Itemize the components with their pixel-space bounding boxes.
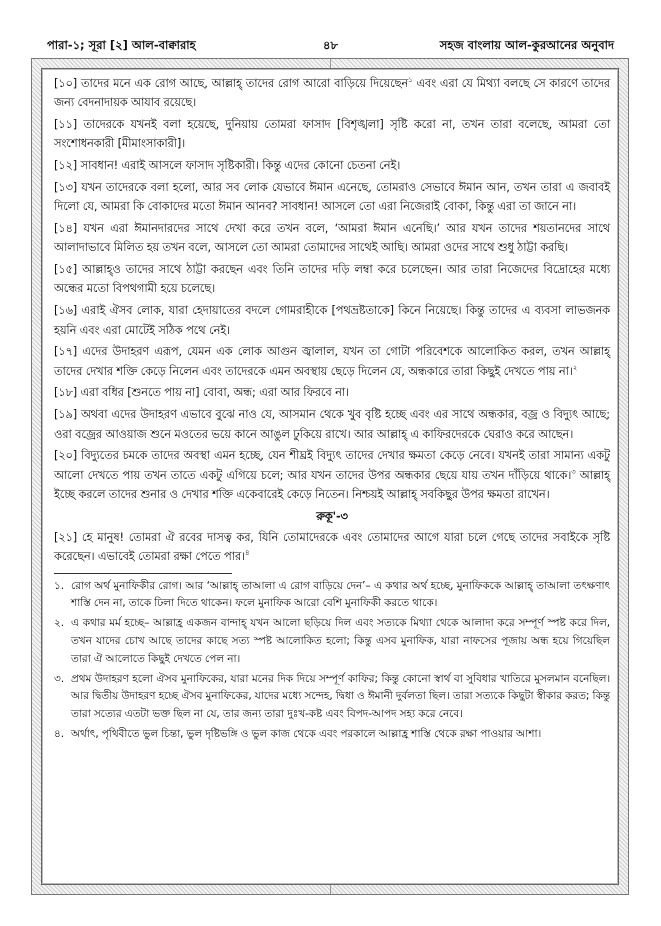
verse-list — [54, 74, 610, 504]
verse-text: [১১] তাদেরকে যখনই বলা হয়েছে, দুনিয়ায় তোমরা ফাসাদ [বিশৃঙ্খলা] সৃষ্টি করো না, তখন তারা বলেছে, আমরা তো সংশোধনকারী [মীমাংসাকারী]। — [54, 117, 610, 151]
content-panel — [41, 68, 619, 885]
verse-text-continued: আল্লাহ্ ইচ্ছে করলে তাদের শুনার ও দেখার শক্তি একেবারেই কেড়ে নিতেন। নিশ্চয়ই আল্লাহ্ সবকিছুর উপর ক্ষমতা রাখেন। — [54, 467, 611, 501]
page-border-frame — [31, 58, 629, 895]
verse — [54, 342, 610, 381]
verse-text-continued: এবং এরা যে মিথ্যা বলছে সে কারণে তাদের জন্য বেদনাদায়ক আযাব রয়েছে। — [54, 76, 610, 110]
verse-text: [১৯] অথবা এদের উদাহরণ এভাবে বুঝে নাও যে, আসমান থেকে খুব বৃষ্টি হচ্ছে এবং এর সাথে অন্ধকার, বজ্র ও বিদ্যুৎ আছে; ওরা বজ্রের আওয়াজ শুনে মওতের ভয়ে কানে আঙুল ঢুকিয়ে রাখে। আর আল্লাহ্ এ কাফিরদেরকে ঘেরাও করে আছেন। — [54, 407, 610, 441]
footnote-text: প্রথম উদাহরণ হলো ঐসব মুনাফিকের, যারা মনের দিক দিয়ে সম্পূর্ণ কাফির; কিন্তু কোনো স্বার্থ বা সুবিধার খাতিরে মুসলমান বনেছিল। আর দ্বিতীয় উদাহরণ হচ্ছে ঐসব মুনাফিকের, যাদের মধ্যে সন্দেহ, দ্বিধা ও ঈমানী দুর্বলতা ছিল। তারা সত্যকে কিছুটা স্বীকার করত; কিন্তু তারা সত্যের এতটা ভক্ত ছিল না যে, তার জন্য তারা দুঃখ-কষ্ট এবং বিপদ-আপদ সহ্য করে নেবে। — [71, 672, 610, 720]
verse-text: [১৮] এরা বধির [শুনতে পায় না] বোবা, অন্ধ; এরা আর ফিরবে না। — [54, 385, 349, 400]
verse-text: [১২] সাবধান! এরাই আসলে ফাসাদ সৃষ্টিকারী। কিন্তু এদের কোনো চেতনা নেই। — [54, 158, 401, 173]
footnote-marker[interactable]: ৩ — [571, 467, 576, 476]
verse — [54, 301, 610, 340]
header-surah-info: পারা-১; সূরা [২] আল-বাক্বারাহ — [47, 38, 196, 52]
verse — [54, 156, 610, 175]
border-ornament-top — [330, 59, 331, 68]
verse — [54, 383, 610, 402]
header-book-title: সহজ বাংলায় আল-কুরআনের অনুবাদ — [439, 38, 614, 52]
translation-body — [54, 74, 610, 746]
border-ornament-bottom — [330, 885, 331, 894]
verse — [54, 260, 610, 299]
verse-text: [১৫] আল্লাহ্ও তাদের সাথে ঠাট্টা করছেন এবং তিনি তাদের দড়ি লম্বা করে চলেছেন। আর তারা নিজেদের বিদ্রোহের মধ্যে অন্ধের মতো বিপথগামী হয়ে চলেছে। — [54, 262, 610, 296]
verse — [54, 528, 610, 567]
verse — [54, 178, 610, 217]
footnote — [54, 615, 610, 668]
footnote-divider — [54, 573, 232, 574]
footnote-marker[interactable]: ১ — [408, 76, 413, 85]
verse — [54, 74, 610, 113]
verse — [54, 115, 610, 154]
verse-text: [১৪] যখন এরা ঈমানদারদের সাথে দেখা করে তখন বলে, ‘আমরা ঈমান এনেছি।’ আর যখন তাদের শয়তানদের সাথে আলাদাভাবে মিলিত হয় তখন বলে, আসলে তো আমরা তোমাদের সাথেই আছি। আমরা ওদের সাথে শুধু ঠাট্টা করছি। — [54, 221, 610, 255]
footnote-number: ২. — [54, 617, 64, 630]
footnote-number: ৩. — [54, 672, 64, 685]
verse — [54, 446, 610, 504]
verse-text: [১৭] এদের উদাহরণ এরূপ, যেমন এক লোক আগুন জ্বালাল, যখন তা গোটা পরিবেশকে আলোকিত করল, তখন আল্লাহ্ তাদের দেখার শক্তি কেড়ে নিলেন এবং তাদেরকে এমন অবস্থায় ছেড়ে দিলেন যে, অন্ধকারে তারা কিছুই দেখতে পায় না। — [54, 344, 610, 378]
footnote-text: অর্থাৎ, পৃথিবীতে ভুল চিন্তা, ভুল দৃষ্টিভঙ্গি ও ভুল কাজ থেকে এবং পরকালে আল্লাহ্র শাস্তি থেকে রক্ষা পাওয়ার আশা। — [71, 727, 542, 740]
footnote-marker[interactable]: ৪ — [244, 549, 250, 558]
verse — [54, 405, 610, 444]
page-number: ৪৮ — [323, 38, 338, 52]
verse-text: [১৬] এরাই ঐসব লোক, যারা হেদায়াতের বদলে গোমরাহীকে [পথভ্রষ্টতাকে] কিনে নিয়েছে। কিন্তু তাদের এ ব্যবসা লাভজনক হয়নি এবং এরা মোটেই সঠিক পথে নেই। — [54, 303, 610, 337]
verse-text: [২১] হে মানুষ! তোমরা ঐ রবের দাসত্ব কর, যিনি তোমাদেরকে এবং তোমাদের আগে যারা চলে গেছে তাদের সবাইকে সৃষ্টি করেছেন। এভাবেই তোমরা রক্ষা পেতে পার। — [54, 530, 610, 564]
footnote-marker[interactable]: ২ — [572, 363, 578, 372]
verse — [54, 219, 610, 258]
footnote-text: রোগ অর্থ মুনাফিকীর রোগ। আর ‘আল্লাহ্ তাআলা এ রোগ বাড়িয়ে দেন’– এ কথার অর্থ হচ্ছে, মুনাফিককে আল্লাহ্ তাআলা তৎক্ষণাৎ শাস্তি দেন না, তাকে ঢিলা দিতে থাকেন। ফলে মুনাফিক আরো বেশি মুনাফিকী করতে থাকে। — [71, 579, 610, 610]
ruku-heading: রুকূ'-৩ — [316, 508, 348, 523]
footnote — [54, 671, 610, 724]
running-header — [47, 37, 614, 55]
verse-list-after-ruku — [54, 528, 610, 567]
verse-text: [১০] তাদের মনে এক রোগ আছে, আল্লাহ্ তাদের রোগ আরো বাড়িয়ে দিয়েছেন — [54, 76, 409, 90]
footnote-list — [54, 578, 610, 744]
footnote — [54, 578, 610, 613]
verse-text: [২০] বিদ্যুতের চমকে তাদের অবস্থা এমন হচ্ছে, যেন শীঘ্রই বিদ্যুৎ তাদের দেখার ক্ষমতা কেড়ে নেবে। যখনই তারা সামান্য একটু আলো দেখতে পায় তখন তাতে একটু এগিয়ে চলে; আর যখন তাদের উপর অন্ধকার ছেয়ে যায় তখন দাঁড়িয়ে থাকে। — [54, 448, 610, 482]
footnote-number: ১. — [54, 579, 64, 592]
footnote-text: এ কথার মর্ম হচ্ছে– আল্লাহ্র একজন বান্দাহ্ যখন আলো ছড়িয়ে দিল এবং সত্যকে মিথ্যা থেকে আলাদা করে সম্পূর্ণ স্পষ্ট করে দিল, তখন যাদের চোখ আছে তাদের কাছে সত্য স্পষ্ট আলোকিত হলো; কিন্তু এসব মুনাফিক, যারা নাফসের পূজায় অন্ধ হয়ে গিয়েছিল তারা ঐ আলোতে কিছুই দেখতে পেল না। — [71, 617, 610, 665]
footnote — [54, 726, 610, 744]
verse-text: [১৩] যখন তাদেরকে বলা হলো, আর সব লোক যেভাবে ঈমান এনেছে, তোমরাও সেভাবে ঈমান আন, তখন তারা এ জবাবই দিলো যে, আমরা কি বোকাদের মতো ঈমান আনব? সাবধান! আসলে তো এরা নিজেরাই বোকা, কিন্তু এরা তা জানে না। — [54, 179, 610, 214]
footnote-number: ৪. — [54, 727, 64, 740]
